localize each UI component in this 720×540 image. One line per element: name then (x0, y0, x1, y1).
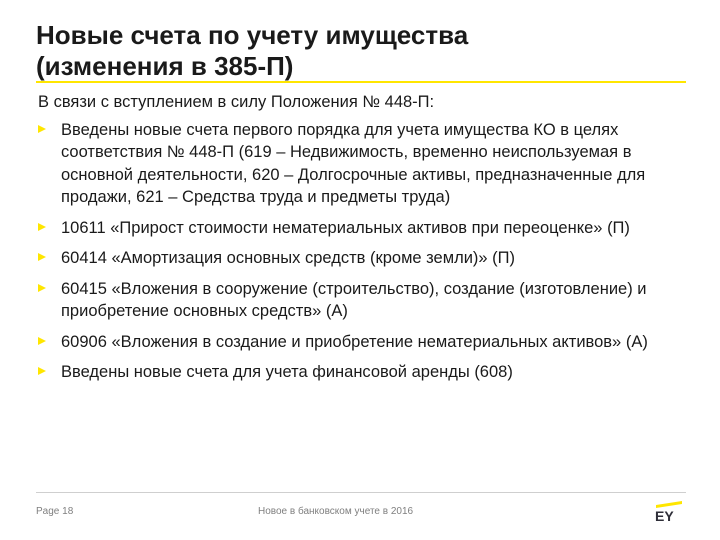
logo-text: EY (655, 508, 674, 522)
ey-logo-icon (654, 500, 684, 522)
slide-title-line-2: (изменения в 385-П) (36, 51, 294, 81)
footer-divider (36, 492, 686, 493)
bullet-arrow-icon (38, 223, 46, 231)
intro-text: В связи с вступлением в силу Положения № 448-П: (38, 93, 435, 111)
bullet-text: Введены новые счета для учета финансовой аренды (608) (61, 363, 513, 381)
slide-body (38, 91, 678, 392)
bullet-text: 60906 «Вложения в создание и приобретение нематериальных активов» (А) (61, 332, 648, 351)
bullet-arrow-icon (38, 367, 46, 375)
bullet-text: Введены новые счета первого порядка для учета имущества КО в целях соответствия № 448-П (619 – Недвижимость, временно неиспользуемая в основной деятельности, 620 – Долгосрочные активы, предназначенные для продажи, 621 – Средства труда и предметы труда) (61, 120, 646, 206)
footer-caption: Новое в банковском учете в 2016 (258, 506, 414, 517)
page-number: Page 18 (36, 506, 74, 517)
bullet-text: 60414 «Амортизация основных средств (кроме земли)» (П) (61, 249, 516, 267)
bullet-text: 10611 «Прирост стоимости нематериальных активов при переоценке» (П) (61, 218, 630, 237)
title-underline (36, 81, 686, 83)
bullet-item (38, 217, 678, 240)
bullet-item (38, 361, 678, 384)
slide-title (36, 20, 676, 82)
bullet-arrow-icon (38, 125, 46, 133)
bullet-text: 60415 «Вложения в сооружение (строительство), создание (изготовление) и приобретение основных средств» (А) (61, 279, 647, 320)
slide-title-line-1: Новые счета по учету имущества (36, 20, 469, 50)
bullet-list (38, 119, 678, 384)
bullet-arrow-icon (38, 284, 46, 292)
bullet-item (38, 119, 678, 209)
bullet-arrow-icon (38, 337, 46, 345)
bullet-arrow-icon (38, 253, 46, 261)
bullet-item (38, 331, 678, 354)
bullet-item (38, 278, 678, 323)
bullet-item (38, 247, 678, 270)
